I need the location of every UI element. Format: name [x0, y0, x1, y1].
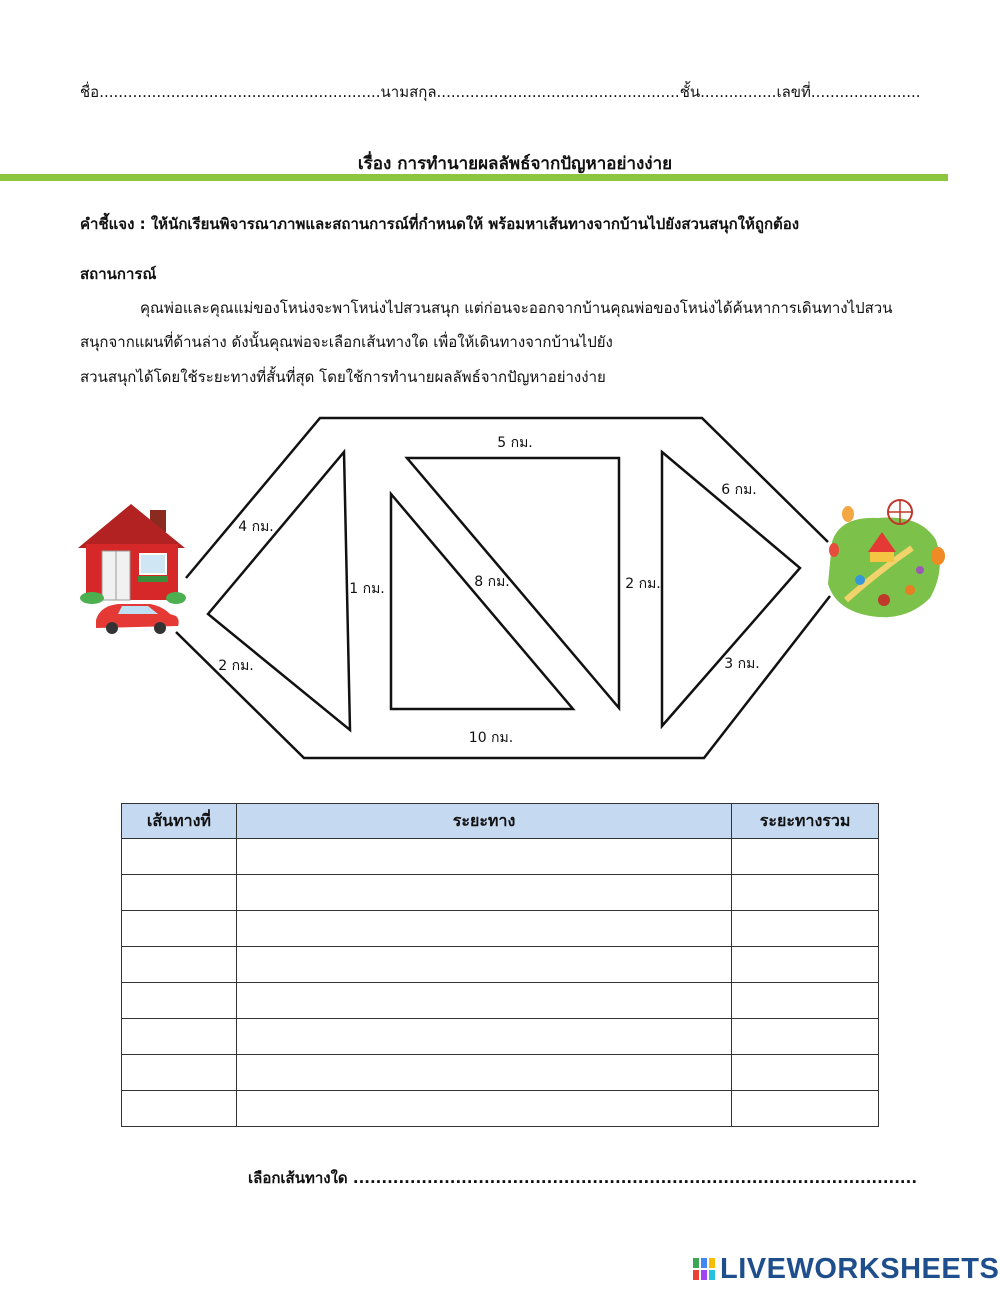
label-bottom: 10 กม.	[468, 730, 514, 746]
table-row	[122, 983, 879, 1019]
class-field[interactable]: ................	[700, 83, 777, 101]
routes-table	[121, 803, 879, 1127]
answer-field[interactable]: ...................................................................................................	[352, 1169, 918, 1187]
student-info-line	[80, 80, 946, 104]
surname-label: นามสกุล	[380, 83, 437, 101]
answer-label: เลือกเส้นทางใด	[248, 1169, 348, 1187]
distance-cell[interactable]	[236, 947, 731, 983]
route-cell[interactable]	[122, 875, 237, 911]
brand-name: LIVEWORKSHEETS	[720, 1252, 1000, 1285]
total-cell[interactable]	[732, 839, 879, 875]
distance-cell[interactable]	[236, 1055, 731, 1091]
total-cell[interactable]	[732, 983, 879, 1019]
table-row	[122, 911, 879, 947]
situation-line-3: สวนสนุกได้โดยใช้ระยะทางที่สั้นที่สุด โดยใช้การทำนายผลลัพธ์จากปัญหาอย่างง่าย	[80, 368, 606, 386]
label-upper-left: 4 กม.	[238, 519, 274, 535]
distance-cell[interactable]	[236, 1019, 731, 1055]
name-field[interactable]: ...........................................................	[99, 83, 381, 101]
header-total-distance: ระยะทางรวม	[732, 804, 879, 839]
distance-cell[interactable]	[236, 1091, 731, 1127]
number-field[interactable]: .......................	[810, 83, 921, 101]
house-icon	[78, 504, 186, 604]
table-row	[122, 947, 879, 983]
name-label: ชื่อ	[80, 83, 100, 101]
worksheet-title: เรื่อง การทำนายผลลัพธ์จากปัญหาอย่างง่าย	[357, 154, 673, 174]
distance-cell[interactable]	[236, 983, 731, 1019]
total-cell[interactable]	[732, 1019, 879, 1055]
total-cell[interactable]	[732, 875, 879, 911]
answer-line	[248, 1166, 917, 1190]
distance-cell[interactable]	[236, 875, 731, 911]
route-cell[interactable]	[122, 947, 237, 983]
situation-line-1: คุณพ่อและคุณแม่ของโหน่งจะพาโหน่งไปสวนสนุก แต่ก่อนจะออกจากบ้านคุณพ่อของโหน่งได้ค้นหาการเดินทางไปสวน	[140, 299, 893, 317]
liveworksheets-logo-icon	[692, 1257, 716, 1281]
distance-cell[interactable]	[236, 911, 731, 947]
label-lower-left: 2 กม.	[218, 658, 254, 674]
route-cell[interactable]	[122, 839, 237, 875]
distance-cell[interactable]	[236, 839, 731, 875]
route-cell[interactable]	[122, 1091, 237, 1127]
brand-footer	[692, 1252, 999, 1286]
table-row	[122, 1055, 879, 1091]
route-cell[interactable]	[122, 911, 237, 947]
route-cell[interactable]	[122, 1055, 237, 1091]
middle-left-triangle-road	[391, 494, 573, 709]
table-row	[122, 875, 879, 911]
surname-field[interactable]: ...................................................	[436, 83, 680, 101]
class-label: ชั้น	[679, 83, 701, 101]
route-cell[interactable]	[122, 1019, 237, 1055]
amusement-park-icon	[828, 500, 945, 617]
number-label: เลขที่	[776, 83, 811, 101]
label-top: 5 กม.	[497, 435, 533, 451]
route-map	[0, 400, 1000, 780]
total-cell[interactable]	[732, 1055, 879, 1091]
title-divider	[0, 174, 948, 181]
table-header-row	[122, 804, 879, 839]
header-route: เส้นทางที่	[122, 804, 237, 839]
car-icon	[96, 604, 179, 634]
total-cell[interactable]	[732, 947, 879, 983]
label-upper-right: 6 กม.	[721, 482, 757, 498]
label-diagonal: 8 กม.	[474, 574, 510, 590]
total-cell[interactable]	[732, 1091, 879, 1127]
situation-heading: สถานการณ์	[80, 265, 157, 283]
left-triangle-road	[208, 452, 350, 730]
situation-line-2: สนุกจากแผนที่ด้านล่าง ดังนั้นคุณพ่อจะเลือกเส้นทางใด เพื่อให้เดินทางจากบ้านไปยัง	[80, 333, 613, 351]
label-right-vertical: 2 กม.	[625, 576, 661, 592]
middle-right-triangle-road	[407, 458, 619, 708]
table-row	[122, 1091, 879, 1127]
label-lower-right: 3 กม.	[724, 656, 760, 672]
table-row	[122, 1019, 879, 1055]
route-cell[interactable]	[122, 983, 237, 1019]
header-distance: ระยะทาง	[236, 804, 731, 839]
label-left-vertical: 1 กม.	[349, 581, 385, 597]
total-cell[interactable]	[732, 911, 879, 947]
table-row	[122, 839, 879, 875]
instruction-text: คำชี้แจง : ให้นักเรียนพิจารณาภาพและสถานการณ์ที่กำหนดให้ พร้อมหาเส้นทางจากบ้านไปยังสวนสนุกให้ถูกต้อง	[80, 215, 800, 233]
